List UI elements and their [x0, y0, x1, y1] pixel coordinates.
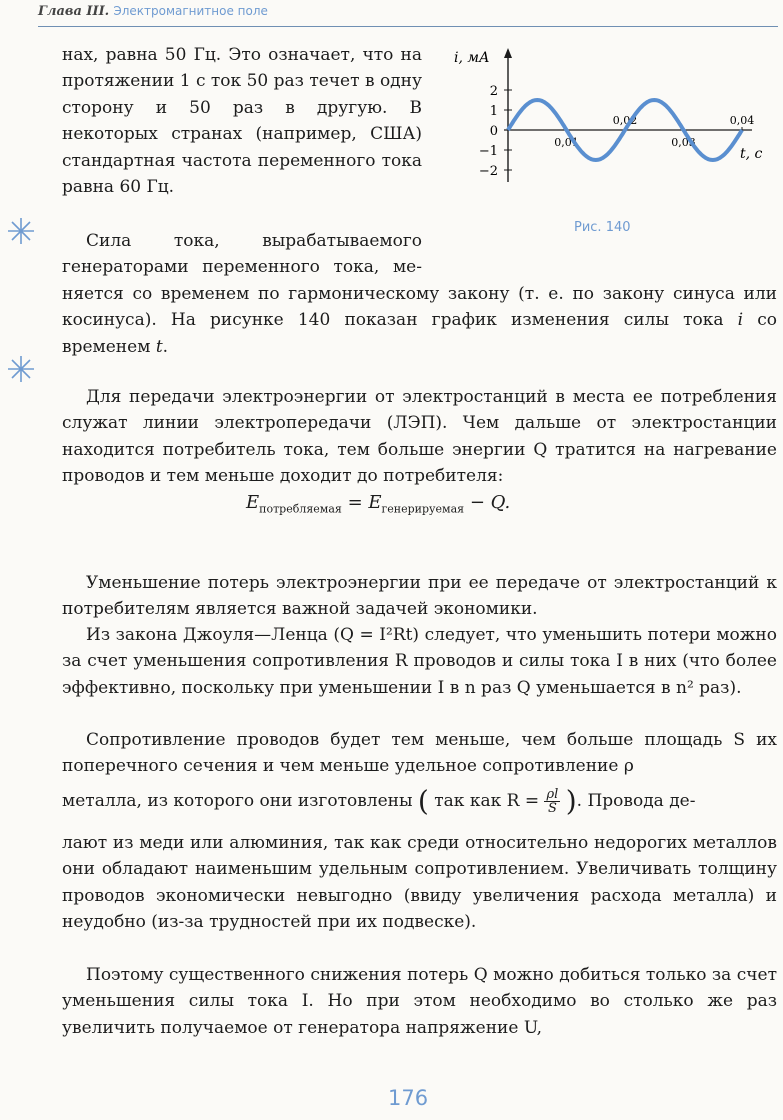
- paragraph-6-formula-line: металла, из которого они изготовлены ( так как R = $\frac{\rho l}{S}$ ). Провода де-: [62, 784, 696, 818]
- var-i: i: [737, 310, 744, 331]
- chapter-label: Глава III.: [38, 4, 110, 19]
- figure-140: [442, 42, 782, 242]
- y-tick-label: 0: [489, 124, 498, 139]
- paragraph-2: [62, 281, 777, 360]
- paragraph-2-text2: со временем: [62, 310, 777, 357]
- section-label: Электромагнитное поле: [113, 4, 268, 18]
- paragraph-7: Поэтому существенного снижения потерь Q можно добиться только за счет уменьшения силы тока I. Но при этом необходимо во столько же раз увеличить получаемое от генератора напряжение U,: [62, 965, 777, 1038]
- y-tick-label: 2: [489, 84, 498, 99]
- x-tick-label: 0,01: [554, 136, 579, 149]
- x-axis-label: t, с: [740, 146, 763, 162]
- paragraph-6: Сопротивление проводов будет тем меньше, чем больше площадь S их поперечного сечения и чем меньше удельное сопротивление ρ: [62, 730, 777, 777]
- paragraph-6-end: лают из меди или алюминия, так как среди относительно недорогих металлов они обладают наименьшим удельным сопротивлением. Увеличивать толщину проводов экономически невыгодно (ввиду увеличения расхода металла) и неудобно (из-за трудностей при их подвеске).: [62, 833, 777, 933]
- paragraph-4: Уменьшение потерь электроэнергии при ее передаче от электростанций к потребителям является важной задачей экономики.: [62, 573, 777, 620]
- paragraph-2-start: Сила тока, вырабатываемого генераторами переменного тока, ме-: [62, 231, 422, 278]
- paragraph-1: нах, равна 50 Гц. Это означает, что на протяжении 1 с ток 50 раз течет в одну сторону и 50 раз в другую. В некоторых странах (например, США) стандартная частота переменного тока равна 60 Гц.: [62, 45, 422, 198]
- current-chart: [442, 42, 782, 222]
- y-tick-label: 1: [489, 104, 498, 119]
- star-marker-icon: [6, 216, 36, 246]
- paragraph-2-end: .: [162, 336, 169, 357]
- energy-formula: $E_{потребляемая} = E_{генерируемая} - Q$.: [246, 492, 511, 516]
- x-tick-label: 0,04: [729, 114, 755, 127]
- y-tick-label: −1: [478, 144, 498, 159]
- y-axis-arrow-icon: [504, 48, 512, 58]
- paragraph-5: Из закона Джоуля—Ленца (Q = I²Rt) следует, что уменьшить потери можно за счет уменьшения сопротивления R проводов и силы тока I в них (что более эффективно, поскольку при уменьшении I в n раз Q уменьшается в n² раз).: [62, 625, 777, 698]
- resistance-fraction: $\frac{\rho l}{S}$: [546, 787, 559, 816]
- x-tick-label: 0,02: [612, 114, 638, 127]
- var-t: t: [155, 336, 163, 357]
- running-header: [38, 4, 778, 27]
- chart-ticks: [479, 84, 754, 179]
- y-tick-label: −2: [478, 164, 498, 179]
- star-marker-icon: [6, 354, 36, 384]
- figure-caption: Рис. 140: [574, 220, 631, 235]
- page-number: 176: [388, 1086, 429, 1110]
- paragraph-2-text: няется со временем по гармоническому закону (т. е. по закону синуса или косинуса). На рисунке 140 показан график изменения силы тока: [62, 284, 777, 331]
- x-tick-label: 0,03: [671, 136, 696, 149]
- y-axis-label: i, мА: [454, 50, 490, 66]
- paragraph-3: Для передачи электроэнергии от электростанций в места ее потребления служат линии электропередачи (ЛЭП). Чем дальше от электростанции находится потребитель тока, тем больше энергии Q тратится на нагревание проводов и тем меньше доходит до потребителя:: [62, 387, 777, 487]
